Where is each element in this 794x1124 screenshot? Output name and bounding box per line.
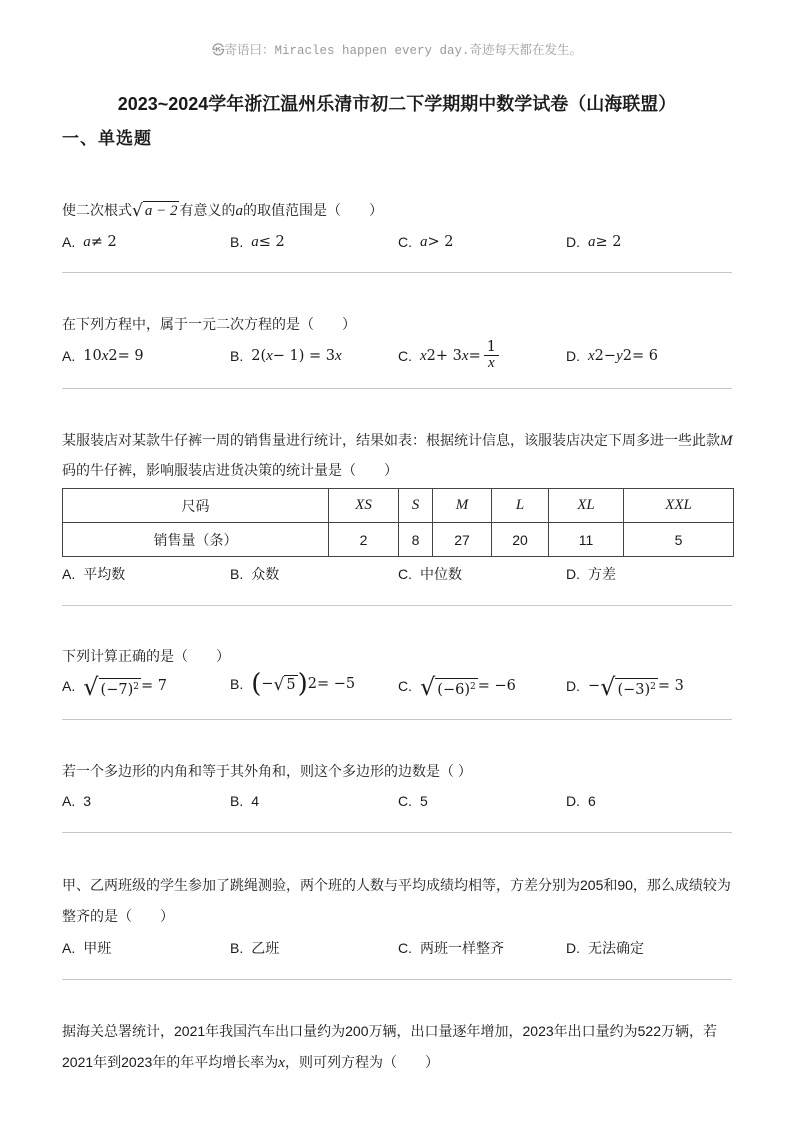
q4-option-b-radical: [274, 675, 298, 693]
table-header-cell: XXL: [624, 489, 734, 523]
q1-option-a-relation: ≠ 2: [90, 234, 117, 250]
q4-option-d-radicand: [615, 678, 657, 698]
q6-option-d-text: 无法确定: [588, 940, 644, 956]
q2-option-b-part: − 1) = 3: [272, 348, 336, 364]
q3-sales-table: [62, 488, 734, 557]
q2-option-c-fraction: [484, 340, 499, 371]
table-header-cell: XS: [329, 489, 399, 523]
q1-option-d: [566, 232, 621, 252]
q2-option-a: A. 10 x 2 = 9: [62, 348, 144, 364]
q1-variable: a: [235, 203, 243, 219]
q5-option-c-label: C.: [398, 793, 412, 809]
q5-option-a-text: 3: [83, 793, 92, 809]
q4-option-a-radicand: [99, 678, 141, 698]
q3-option-a-label: A.: [62, 566, 76, 582]
q5-option-d: [566, 791, 596, 811]
q6-option-c-label: C.: [398, 940, 412, 956]
q1-option-b: [230, 232, 285, 252]
divider: [62, 979, 732, 980]
fraction-numerator: 1: [484, 340, 499, 356]
q4-option-b-radicand: 5: [286, 677, 296, 693]
q5-option-c: [398, 791, 428, 811]
q1-option-c-label: C.: [398, 234, 412, 250]
q2-option-c-eq: =: [468, 347, 481, 364]
q6-option-d-label: D.: [566, 940, 580, 956]
q2-option-b-var: x: [266, 348, 273, 364]
q6-option-c: [398, 938, 504, 958]
divider: [62, 272, 732, 273]
divider: [62, 719, 732, 720]
q5-option-d-text: 6: [588, 793, 596, 809]
q2-option-d-label: D.: [566, 348, 580, 364]
divider: [62, 605, 732, 606]
page-header-motto: ㉿寄语曰：Miracles happen every day.奇迹每天都在发生。: [211, 44, 583, 58]
divider: [62, 388, 732, 389]
radical-sign-icon: √: [273, 675, 285, 695]
q5-stem: 若一个多边形的内角和等于其外角和，则这个多边形的边数是（ ）: [62, 763, 472, 779]
q3-option-c: [398, 564, 462, 584]
q3-option-b: [230, 564, 279, 584]
section-heading-single-choice: 一、单选题: [62, 129, 152, 149]
q1-stem-text: 的取值范围是（ ）: [242, 202, 383, 218]
q6-option-a: [62, 938, 111, 958]
q4-stem: 下列计算正确的是（ ）: [62, 648, 230, 664]
q2-option-d: D. x 2 − y 2 = 6: [566, 348, 658, 364]
q6-option-c-text: 两班一样整齐: [420, 940, 504, 956]
q1-option-c-relation: > 2: [427, 234, 454, 250]
table-header-cell: M: [433, 489, 492, 523]
q4-option-d-minus: −: [588, 678, 601, 694]
right-paren: ): [297, 669, 308, 699]
q7-stem-text: 2021年到2023年的年平均增长率为: [62, 1054, 279, 1070]
q1-stem-text: 使二次根式: [62, 202, 132, 218]
q2-option-b: [230, 346, 342, 366]
table-header-row: [63, 489, 734, 523]
q3-option-c-label: C.: [398, 566, 412, 582]
q2-option-c-var: x: [420, 347, 427, 364]
exam-title: 2023~2024学年浙江温州乐清市初二下学期期中数学试卷（山海联盟）: [117, 94, 677, 114]
radical-sign-icon: √: [600, 673, 616, 701]
q7-stem-line-2: [62, 1052, 439, 1073]
q3-stem-text: 某服装店对某款牛仔裤一周的销售量进行统计，结果如表：根据统计信息，该服装店决定下周多进一些此款: [62, 432, 720, 448]
q6-option-d: [566, 938, 644, 958]
q6-option-b-label: B.: [230, 940, 244, 956]
q2-option-a-rest: = 9: [117, 348, 144, 364]
q4-option-a-label: A.: [62, 678, 76, 694]
radicand-exp: 2: [650, 682, 656, 693]
q2-option-c: C. x 2 + 3 x = $\frac{1}{x}$: [398, 340, 499, 371]
q5-option-b-text: 4: [251, 793, 260, 809]
q3-option-d-label: D.: [566, 566, 580, 582]
q2-option-d-part: −: [603, 348, 617, 364]
table-header-cell: L: [492, 489, 549, 523]
q5-option-d-label: D.: [566, 793, 580, 809]
q2-option-c-label: C.: [398, 347, 412, 364]
table-body-cell: 8: [399, 523, 433, 557]
q3-option-b-label: B.: [230, 566, 244, 582]
q5-option-b: [230, 791, 259, 811]
q3-option-d: [566, 564, 616, 584]
q4-option-c-rest: = −6: [477, 678, 516, 694]
table-header-cell: S: [399, 489, 433, 523]
q2-option-d-rest: = 6: [631, 348, 658, 364]
q6-stem-line-1: 甲、乙两班级的学生参加了跳绳测验，两个班的人数与平均成绩均相等，方差分别为205和90，那么成绩较为: [62, 877, 731, 893]
q3-stem-line-1: [62, 430, 733, 451]
q2-option-b-part: 2(: [251, 348, 267, 364]
q1-option-d-relation: ≥ 2: [595, 234, 622, 250]
q3-option-a: [62, 564, 125, 584]
q2-option-b-label: B.: [230, 348, 244, 364]
q1-option-a-label: A.: [62, 234, 76, 250]
q6-option-b: [230, 938, 279, 958]
q1-option-b-label: B.: [230, 234, 244, 250]
q2-option-d-var: y: [616, 348, 623, 364]
table-body-cell: 11: [549, 523, 624, 557]
q4-option-a-rest: = 7: [140, 678, 167, 694]
q2-option-c-var: x: [461, 347, 469, 364]
q4-option-d-label: D.: [566, 678, 580, 694]
q1-radicand: a − 2: [144, 203, 178, 219]
radicand-base: (−7): [100, 682, 134, 698]
q7-stem-line-1: 据海关总署统计，2021年我国汽车出口量约为200万辆，出口量逐年增加，2023年出口量约为522万辆，若: [62, 1023, 718, 1039]
radical-sign-icon: √: [83, 673, 99, 701]
q4-option-b-label: B.: [230, 676, 244, 692]
q2-option-a-var: x: [101, 348, 109, 364]
divider: [62, 832, 732, 833]
q2-option-b-var: x: [335, 348, 342, 364]
q6-option-a-text: 甲班: [83, 940, 112, 956]
table-header-size: 尺码: [63, 489, 329, 523]
q4-option-d: [566, 673, 684, 701]
q3-stem-line-2: 码的牛仔裤，影响服装店进货决策的统计量是（ ）: [62, 462, 398, 478]
q1-option-b-var: a: [251, 234, 259, 250]
table-body-cell: 27: [433, 523, 492, 557]
q1-option-c-var: a: [420, 234, 428, 250]
radical-sign-icon: √: [420, 673, 436, 701]
table-body-cell: 5: [624, 523, 734, 557]
q2-option-d-var: x: [588, 348, 595, 364]
q4-option-a: [62, 673, 167, 701]
q2-option-a-label: A.: [62, 348, 76, 364]
q4-option-c-radicand: [435, 678, 477, 698]
q2-option-c-part: + 3: [435, 347, 462, 364]
q5-option-b-label: B.: [230, 793, 244, 809]
table-body-cell: 2: [329, 523, 399, 557]
q6-stem-line-2: 整齐的是（ ）: [62, 908, 174, 924]
q4-option-b-rest: = −5: [317, 676, 356, 692]
table-body-cell: 20: [492, 523, 549, 557]
table-row-label: 销售量（条）: [63, 523, 329, 557]
radicand-exp: 2: [133, 682, 139, 693]
q3-option-a-text: 平均数: [83, 566, 126, 582]
q1-option-a: [62, 232, 117, 252]
left-paren: (: [251, 669, 262, 699]
q3-option-c-text: 中位数: [420, 566, 462, 582]
q4-option-b: B. ( − √ 5 ) 2 = −5: [230, 669, 356, 699]
q3-stem-variable: M: [720, 433, 733, 449]
q4-option-c-label: C.: [398, 678, 412, 694]
q6-option-b-text: 乙班: [251, 940, 280, 956]
q1-option-b-relation: ≤ 2: [258, 234, 285, 250]
q4-option-c-radical: [420, 673, 478, 701]
q7-stem-text: ，则可列方程为（ ）: [284, 1054, 439, 1070]
q1-stem: [62, 200, 383, 221]
q1-option-a-var: a: [83, 234, 91, 250]
radicand-base: (−3): [617, 682, 651, 698]
q5-option-a-label: A.: [62, 793, 76, 809]
q6-option-a-label: A.: [62, 940, 76, 956]
q4-option-d-rest: = 3: [657, 678, 684, 694]
q1-option-c: [398, 232, 453, 252]
table-row: [63, 523, 734, 557]
q5-option-a: [62, 791, 91, 811]
q1-option-d-var: a: [588, 234, 596, 250]
radical-sign-icon: √: [132, 201, 143, 221]
q1-stem-text: 有意义的: [179, 202, 236, 218]
radicand-base: (−6): [437, 682, 470, 698]
table-header-cell: XL: [549, 489, 624, 523]
q4-option-c: [398, 673, 516, 701]
q4-option-a-radical: [83, 673, 141, 701]
q1-radical: [132, 201, 179, 219]
q7-stem-variable: x: [278, 1055, 285, 1071]
q2-stem: 在下列方程中，属于一元二次方程的是（ ）: [62, 316, 356, 332]
radicand-exp: 2: [470, 682, 476, 693]
q5-option-c-text: 5: [420, 793, 428, 809]
q3-option-b-text: 众数: [251, 566, 280, 582]
q2-option-a-coef: 10: [83, 348, 102, 364]
q4-option-d-radical: [600, 673, 658, 701]
q1-option-d-label: D.: [566, 234, 580, 250]
fraction-denominator: x: [488, 355, 495, 371]
q3-option-d-text: 方差: [588, 566, 616, 582]
q4-option-b-minus: −: [261, 676, 274, 692]
